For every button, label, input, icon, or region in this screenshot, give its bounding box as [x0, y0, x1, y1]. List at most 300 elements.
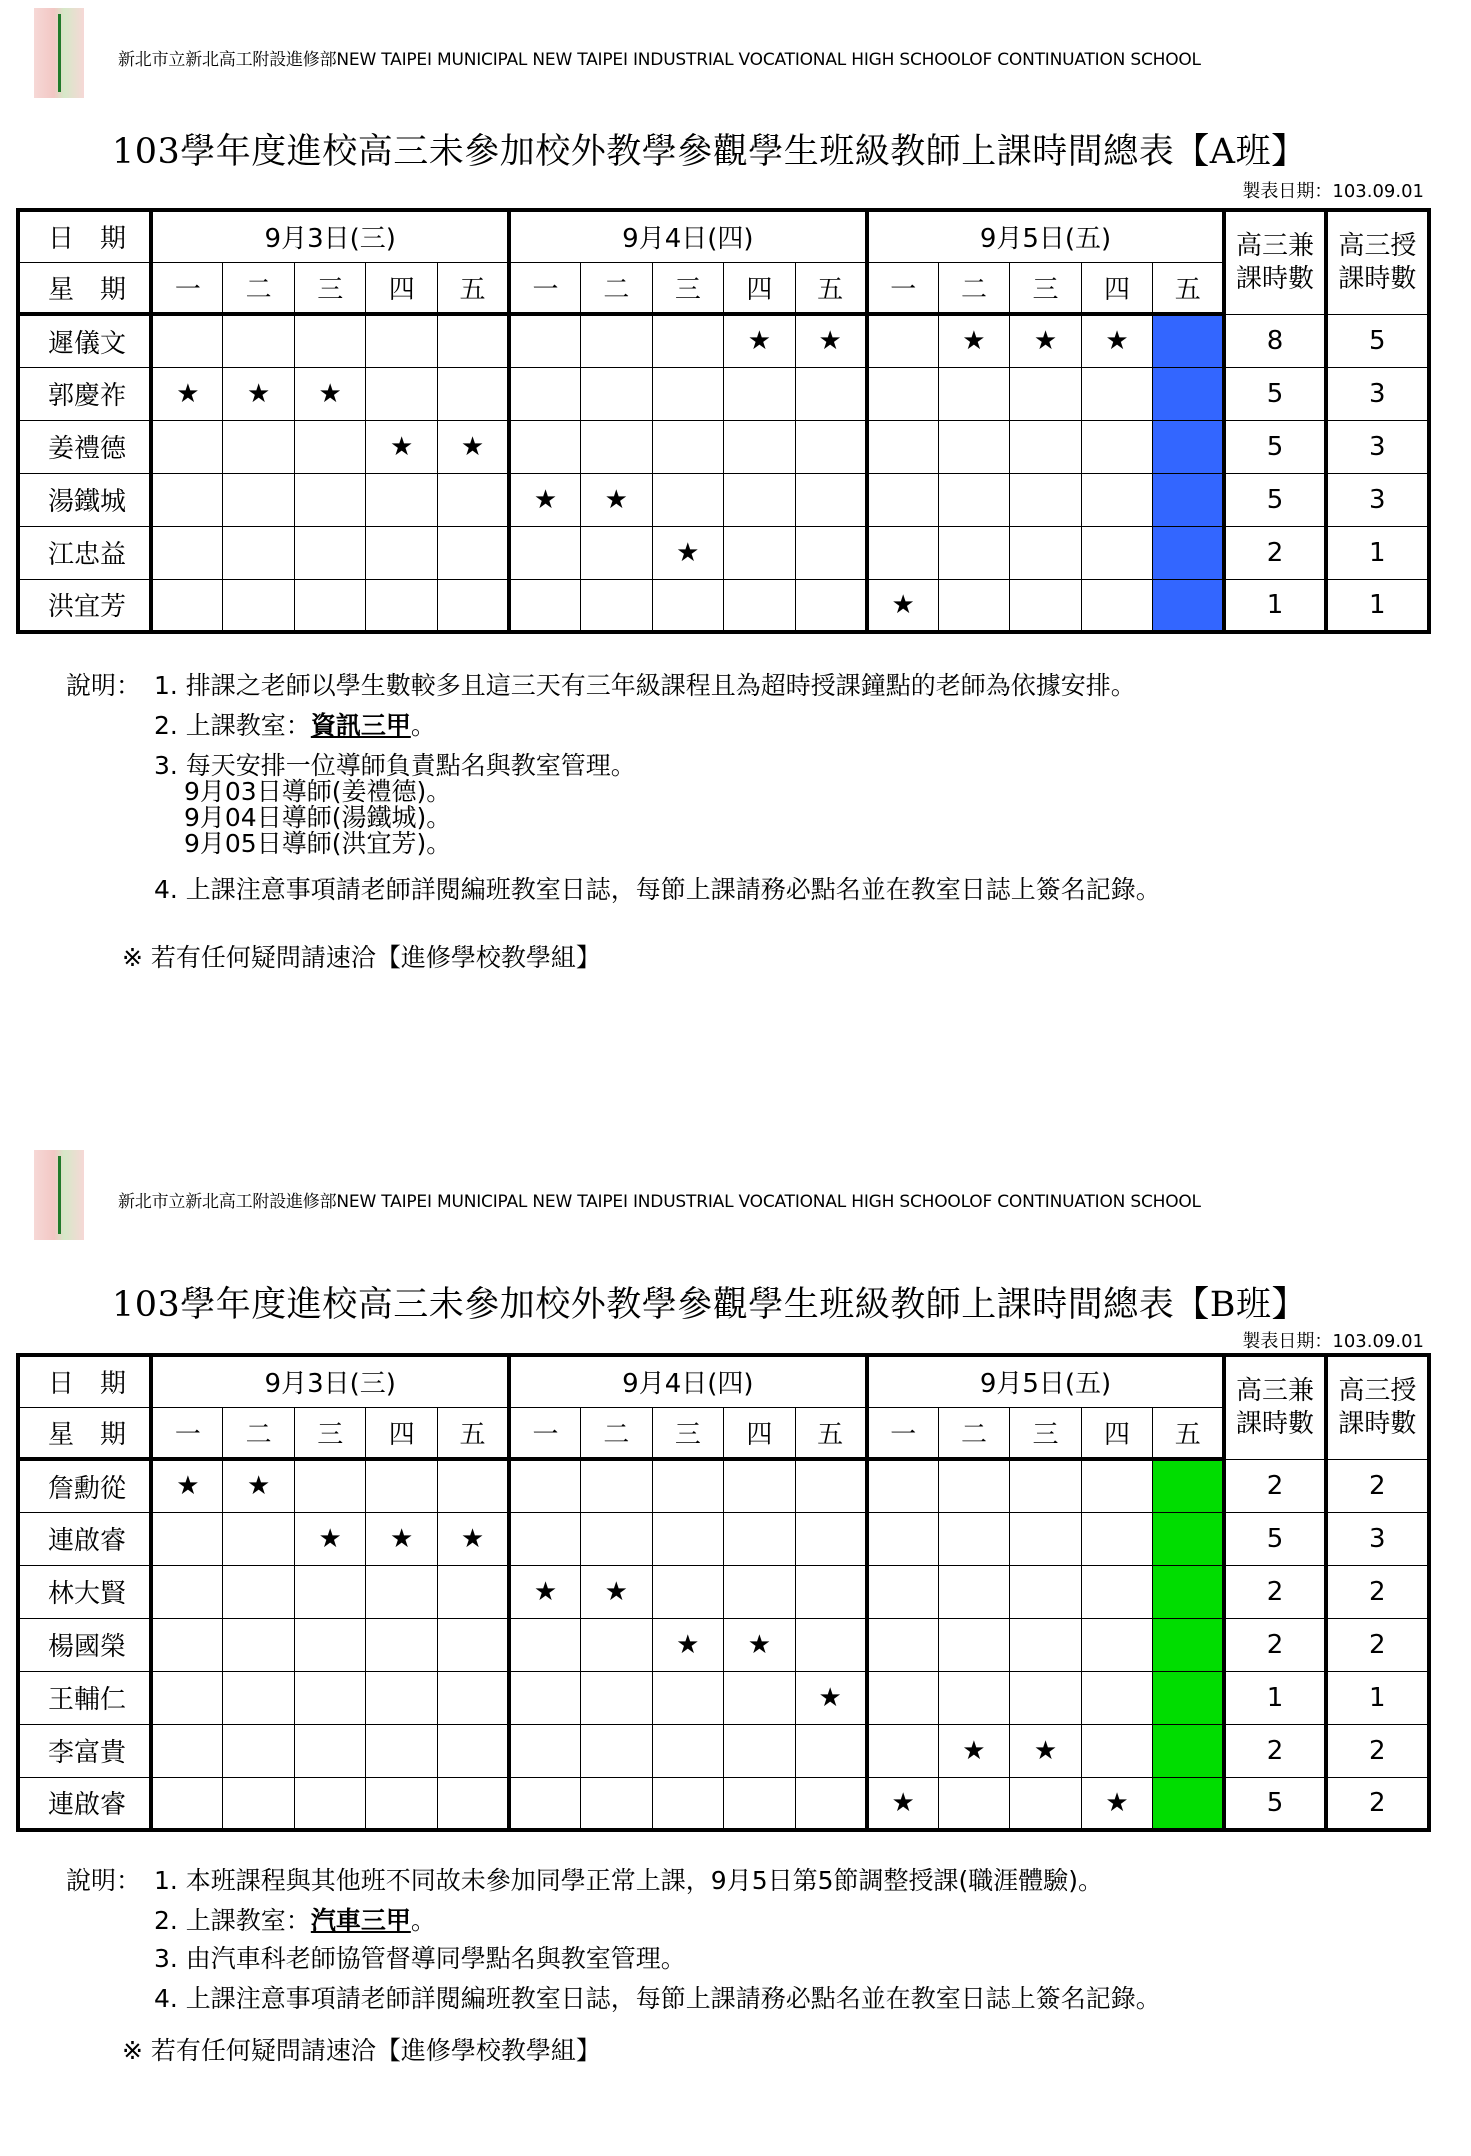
star-icon: ★	[1081, 1777, 1153, 1830]
slot-cell	[724, 1459, 796, 1512]
slot-cell	[294, 1618, 366, 1671]
slot-cell	[1153, 367, 1225, 420]
slot-cell	[1010, 1618, 1082, 1671]
teacher-name: 王輔仁	[18, 1671, 151, 1724]
slot-cell	[652, 1724, 724, 1777]
slot-cell	[938, 420, 1010, 473]
period-header: 一	[151, 1407, 223, 1459]
slot-cell	[724, 367, 796, 420]
day-header: 9月4日(四)	[509, 1355, 867, 1407]
slot-cell	[1010, 420, 1082, 473]
slot-cell	[294, 473, 366, 526]
slot-cell	[294, 526, 366, 579]
slot-cell	[294, 1724, 366, 1777]
teacher-name: 姜禮德	[18, 420, 151, 473]
slot-cell	[938, 1512, 1010, 1565]
slot-cell	[223, 1618, 295, 1671]
slot-cell	[724, 473, 796, 526]
period-header: 一	[867, 1407, 939, 1459]
slot-cell	[867, 1618, 939, 1671]
school-header: 新北市立新北高工附設進修部NEW TAIPEI MUNICIPAL NEW TAIPEI INDUSTRIAL VOCATIONAL HIGH SCHOOLOF CONTINUATION SCHOOL	[118, 1192, 1201, 1212]
slot-cell	[795, 1777, 867, 1830]
slot-cell	[724, 1777, 796, 1830]
slot-cell	[652, 1512, 724, 1565]
slot-cell	[867, 1512, 939, 1565]
slot-cell	[724, 579, 796, 632]
slot-cell	[1081, 1671, 1153, 1724]
star-icon: ★	[294, 367, 366, 420]
slot-cell	[652, 1459, 724, 1512]
slot-cell	[581, 1724, 653, 1777]
slot-cell	[938, 579, 1010, 632]
teaching-hours: 3	[1326, 1512, 1429, 1565]
part-time-hours: 2	[1224, 1618, 1325, 1671]
star-icon: ★	[724, 314, 796, 367]
part-time-hours: 1	[1224, 579, 1325, 632]
teaching-hours: 1	[1326, 1671, 1429, 1724]
slot-cell	[867, 314, 939, 367]
slot-cell	[509, 1512, 581, 1565]
star-icon: ★	[366, 1512, 438, 1565]
part-time-hours: 8	[1224, 314, 1325, 367]
slot-cell	[652, 1777, 724, 1830]
slot-cell	[223, 314, 295, 367]
slot-cell	[509, 1777, 581, 1830]
slot-cell	[509, 1724, 581, 1777]
note-text: 1. 排課之老師以學生數較多且這三天有三年級課程且為超時授課鐘點的老師為依據安排。	[154, 671, 1136, 700]
slot-cell	[437, 1565, 509, 1618]
teaching-hours: 2	[1326, 1459, 1429, 1512]
period-header: 二	[223, 262, 295, 314]
slot-cell	[795, 367, 867, 420]
date-label: 製表日期：	[1242, 181, 1333, 202]
slot-cell	[652, 1565, 724, 1618]
school-logo	[34, 8, 84, 98]
slot-cell	[867, 1671, 939, 1724]
teaching-hours: 2	[1326, 1724, 1429, 1777]
period-header: 三	[1010, 262, 1082, 314]
star-icon: ★	[1081, 314, 1153, 367]
part-time-hours: 2	[1224, 1459, 1325, 1512]
slot-cell	[724, 420, 796, 473]
slot-cell	[437, 579, 509, 632]
note-item	[154, 1983, 1161, 2015]
slot-cell	[366, 314, 438, 367]
slot-cell	[366, 367, 438, 420]
slot-cell	[151, 1671, 223, 1724]
part-time-hours: 2	[1224, 1724, 1325, 1777]
slot-cell	[1153, 314, 1225, 367]
teacher-row	[18, 1459, 1429, 1512]
slot-cell	[366, 473, 438, 526]
slot-cell	[938, 1671, 1010, 1724]
slot-cell	[581, 1618, 653, 1671]
teacher-row	[18, 1671, 1429, 1724]
slot-cell	[437, 1724, 509, 1777]
teaching-hours: 1	[1326, 526, 1429, 579]
period-header: 四	[724, 1407, 796, 1459]
slot-cell	[437, 1777, 509, 1830]
slot-cell	[366, 1459, 438, 1512]
header-line: 高三兼	[1235, 1375, 1314, 1406]
slot-cell	[1153, 420, 1225, 473]
slot-cell	[1153, 1777, 1225, 1830]
star-icon: ★	[652, 1618, 724, 1671]
teaching-hours: 1	[1326, 579, 1429, 632]
star-icon: ★	[437, 1512, 509, 1565]
period-header: 四	[366, 262, 438, 314]
schedule-table	[16, 208, 1431, 634]
slot-cell	[724, 1724, 796, 1777]
slot-cell	[509, 1671, 581, 1724]
teacher-name: 詹勳從	[18, 1459, 151, 1512]
period-header: 一	[867, 262, 939, 314]
slot-cell	[366, 526, 438, 579]
teacher-row	[18, 1777, 1429, 1830]
teaching-hours: 2	[1326, 1777, 1429, 1830]
slot-cell	[938, 1618, 1010, 1671]
slot-cell	[1081, 420, 1153, 473]
slot-cell	[151, 1618, 223, 1671]
weekday-row-label: 星 期	[18, 262, 151, 314]
slot-cell	[724, 1565, 796, 1618]
slot-cell	[294, 1671, 366, 1724]
slot-cell	[294, 420, 366, 473]
slot-cell	[223, 420, 295, 473]
period-header: 五	[1153, 262, 1225, 314]
slot-cell	[938, 526, 1010, 579]
teaching-hours: 3	[1326, 367, 1429, 420]
period-header: 一	[509, 262, 581, 314]
teaching-hours-header	[1326, 1355, 1429, 1459]
star-icon: ★	[795, 314, 867, 367]
slot-cell	[938, 1565, 1010, 1618]
slot-cell	[938, 1777, 1010, 1830]
slot-cell	[1010, 367, 1082, 420]
star-icon: ★	[223, 1459, 295, 1512]
period-header: 四	[1081, 262, 1153, 314]
slot-cell	[652, 420, 724, 473]
slot-cell	[1153, 526, 1225, 579]
slot-cell	[938, 367, 1010, 420]
slot-cell	[1010, 526, 1082, 579]
slot-cell	[223, 1671, 295, 1724]
period-header: 四	[1081, 1407, 1153, 1459]
star-icon: ★	[867, 579, 939, 632]
star-icon: ★	[223, 367, 295, 420]
note-suffix: 。	[410, 711, 436, 740]
notes-label: 說明：	[66, 671, 142, 700]
period-header: 五	[1153, 1407, 1225, 1459]
slot-cell	[151, 314, 223, 367]
slot-cell	[652, 367, 724, 420]
date-row	[18, 210, 1429, 262]
slot-cell	[437, 1671, 509, 1724]
slot-cell	[867, 473, 939, 526]
note-item	[154, 1865, 1103, 1897]
slot-cell	[509, 1459, 581, 1512]
page-title: 103學年度進校高三未參加校外教學參觀學生班級教師上課時間總表【A班】	[112, 132, 1307, 172]
slot-cell	[724, 1671, 796, 1724]
slot-cell	[581, 1777, 653, 1830]
day-header: 9月3日(三)	[151, 1355, 509, 1407]
period-header: 三	[652, 262, 724, 314]
period-header: 五	[437, 1407, 509, 1459]
teacher-name: 林大賢	[18, 1565, 151, 1618]
star-icon: ★	[509, 473, 581, 526]
slot-cell	[1010, 1459, 1082, 1512]
weekday-row	[18, 262, 1429, 314]
teaching-hours: 5	[1326, 314, 1429, 367]
teacher-row	[18, 579, 1429, 632]
teacher-row	[18, 1512, 1429, 1565]
slot-cell	[151, 1777, 223, 1830]
period-header: 四	[724, 262, 796, 314]
note-text: 9月03日導師(姜禮德)。	[184, 777, 452, 806]
part-time-hours: 5	[1224, 1777, 1325, 1830]
header-line: 課時數	[1235, 1408, 1314, 1439]
slot-cell	[724, 1512, 796, 1565]
slot-cell	[867, 420, 939, 473]
slot-cell	[1153, 1512, 1225, 1565]
teacher-name: 李富貴	[18, 1724, 151, 1777]
slot-cell	[1010, 1671, 1082, 1724]
part-time-hours: 5	[1224, 1512, 1325, 1565]
note-text: 4. 上課注意事項請老師詳閱編班教室日誌，每節上課請務必點名並在教室日誌上簽名記錄。	[154, 1984, 1161, 2013]
slot-cell	[581, 1512, 653, 1565]
header-line: 課時數	[1338, 1408, 1417, 1439]
slot-cell	[938, 473, 1010, 526]
slot-cell	[366, 1671, 438, 1724]
slot-cell	[509, 420, 581, 473]
period-header: 一	[151, 262, 223, 314]
slot-cell	[867, 1724, 939, 1777]
contact-note: ※ 若有任何疑問請速洽【進修學校教學組】	[122, 943, 601, 972]
slot-cell	[867, 526, 939, 579]
star-icon: ★	[724, 1618, 796, 1671]
slot-cell	[581, 526, 653, 579]
star-icon: ★	[151, 367, 223, 420]
star-icon: ★	[938, 314, 1010, 367]
period-header: 四	[366, 1407, 438, 1459]
slot-cell	[294, 1459, 366, 1512]
slot-cell	[223, 579, 295, 632]
page-title: 103學年度進校高三未參加校外教學參觀學生班級教師上課時間總表【B班】	[112, 1285, 1308, 1325]
slot-cell	[294, 1777, 366, 1830]
teacher-row	[18, 1565, 1429, 1618]
note-item	[154, 670, 1136, 702]
day-header: 9月4日(四)	[509, 210, 867, 262]
star-icon: ★	[1010, 1724, 1082, 1777]
note-item	[154, 874, 1161, 906]
teacher-name: 江忠益	[18, 526, 151, 579]
slot-cell	[437, 526, 509, 579]
star-icon: ★	[938, 1724, 1010, 1777]
teacher-name: 連啟睿	[18, 1777, 151, 1830]
teaching-hours: 3	[1326, 420, 1429, 473]
slot-cell	[437, 314, 509, 367]
slot-cell	[652, 314, 724, 367]
date-label: 製表日期：	[1242, 1331, 1333, 1352]
slot-cell	[151, 1512, 223, 1565]
period-header: 二	[581, 1407, 653, 1459]
header-line: 高三授	[1338, 1375, 1417, 1406]
slot-cell	[1010, 1512, 1082, 1565]
note-suffix: 。	[410, 1906, 436, 1935]
teacher-row	[18, 1724, 1429, 1777]
header-line: 高三授	[1338, 230, 1417, 261]
slot-cell	[652, 579, 724, 632]
date-row-label: 日 期	[18, 1355, 151, 1407]
period-header: 三	[1010, 1407, 1082, 1459]
slot-cell	[509, 579, 581, 632]
teacher-name: 郭慶祚	[18, 367, 151, 420]
slot-cell	[509, 314, 581, 367]
school-logo	[34, 1150, 84, 1240]
teacher-name: 湯鐵城	[18, 473, 151, 526]
slot-cell	[151, 1724, 223, 1777]
slot-cell	[294, 1565, 366, 1618]
slot-cell	[795, 1618, 867, 1671]
slot-cell	[867, 367, 939, 420]
slot-cell	[366, 1724, 438, 1777]
period-header: 三	[294, 1407, 366, 1459]
star-icon: ★	[151, 1459, 223, 1512]
slot-cell	[509, 367, 581, 420]
slot-cell	[223, 526, 295, 579]
star-icon: ★	[867, 1777, 939, 1830]
slot-cell	[795, 526, 867, 579]
part-time-hours-header	[1224, 210, 1325, 314]
slot-cell	[581, 579, 653, 632]
slot-cell	[1153, 1671, 1225, 1724]
date-row	[18, 1355, 1429, 1407]
teaching-hours-header	[1326, 210, 1429, 314]
slot-cell	[151, 1565, 223, 1618]
slot-cell	[1010, 1777, 1082, 1830]
period-header: 三	[294, 262, 366, 314]
slot-cell	[366, 579, 438, 632]
note-item	[184, 828, 451, 860]
day-header: 9月5日(五)	[867, 210, 1225, 262]
slot-cell	[1081, 1724, 1153, 1777]
star-icon: ★	[437, 420, 509, 473]
period-header: 五	[795, 262, 867, 314]
teacher-row	[18, 1618, 1429, 1671]
notes-label: 說明：	[66, 1866, 142, 1895]
slot-cell	[1081, 473, 1153, 526]
star-icon: ★	[1010, 314, 1082, 367]
classroom-name: 汽車三甲	[310, 1906, 411, 1935]
star-icon: ★	[581, 1565, 653, 1618]
slot-cell	[366, 1618, 438, 1671]
slot-cell	[581, 420, 653, 473]
teacher-row	[18, 526, 1429, 579]
day-header: 9月5日(五)	[867, 1355, 1225, 1407]
weekday-row-label: 星 期	[18, 1407, 151, 1459]
teacher-row	[18, 367, 1429, 420]
part-time-hours: 1	[1224, 1671, 1325, 1724]
slot-cell	[1010, 1565, 1082, 1618]
slot-cell	[366, 1777, 438, 1830]
star-icon: ★	[366, 420, 438, 473]
slot-cell	[223, 1724, 295, 1777]
slot-cell	[509, 526, 581, 579]
note-text: 2. 上課教室：	[154, 711, 311, 740]
period-header: 二	[581, 262, 653, 314]
slot-cell	[223, 1777, 295, 1830]
slot-cell	[1153, 1618, 1225, 1671]
part-time-hours: 5	[1224, 367, 1325, 420]
slot-cell	[1153, 1459, 1225, 1512]
slot-cell	[151, 526, 223, 579]
note-text: 4. 上課注意事項請老師詳閱編班教室日誌，每節上課請務必點名並在教室日誌上簽名記錄。	[154, 875, 1161, 904]
slot-cell	[1153, 579, 1225, 632]
note-text: 1. 本班課程與其他班不同故未參加同學正常上課，9月5日第5節調整授課(職涯體驗)。	[154, 1866, 1104, 1895]
slot-cell	[795, 420, 867, 473]
slot-cell	[1081, 367, 1153, 420]
part-time-hours: 5	[1224, 420, 1325, 473]
slot-cell	[1153, 1724, 1225, 1777]
slot-cell	[437, 1618, 509, 1671]
note-item	[154, 1943, 686, 1975]
slot-cell	[223, 1512, 295, 1565]
slot-cell	[223, 473, 295, 526]
part-time-hours-header	[1224, 1355, 1325, 1459]
slot-cell	[867, 1459, 939, 1512]
slot-cell	[795, 1459, 867, 1512]
school-header: 新北市立新北高工附設進修部NEW TAIPEI MUNICIPAL NEW TAIPEI INDUSTRIAL VOCATIONAL HIGH SCHOOLOF CONTINUATION SCHOOL	[118, 50, 1201, 70]
header-line: 高三兼	[1235, 230, 1314, 261]
slot-cell	[652, 1671, 724, 1724]
slot-cell	[1081, 1565, 1153, 1618]
slot-cell	[581, 1671, 653, 1724]
slot-cell	[795, 1512, 867, 1565]
teacher-name: 楊國榮	[18, 1618, 151, 1671]
period-header: 二	[938, 1407, 1010, 1459]
contact-note: ※ 若有任何疑問請速洽【進修學校教學組】	[122, 2036, 601, 2065]
slot-cell	[1081, 1459, 1153, 1512]
part-time-hours: 2	[1224, 526, 1325, 579]
slot-cell	[1010, 579, 1082, 632]
slot-cell	[652, 473, 724, 526]
slot-cell	[581, 367, 653, 420]
part-time-hours: 2	[1224, 1565, 1325, 1618]
slot-cell	[795, 579, 867, 632]
note-text: 3. 由汽車科老師協管督導同學點名與教室管理。	[154, 1944, 686, 1973]
teaching-hours: 3	[1326, 473, 1429, 526]
slot-cell	[1081, 1512, 1153, 1565]
date-line	[1242, 177, 1424, 203]
note-item	[154, 710, 436, 742]
schedule-table	[16, 1353, 1431, 1832]
period-header: 一	[509, 1407, 581, 1459]
period-header: 三	[652, 1407, 724, 1459]
slot-cell	[151, 420, 223, 473]
teacher-name: 連啟睿	[18, 1512, 151, 1565]
teaching-hours: 2	[1326, 1565, 1429, 1618]
slot-cell	[294, 314, 366, 367]
star-icon: ★	[509, 1565, 581, 1618]
slot-cell	[151, 473, 223, 526]
slot-cell	[795, 1724, 867, 1777]
note-text: 9月05日導師(洪宜芳)。	[184, 829, 452, 858]
slot-cell	[938, 1459, 1010, 1512]
star-icon: ★	[795, 1671, 867, 1724]
teacher-row	[18, 420, 1429, 473]
header-line: 課時數	[1235, 263, 1314, 294]
teaching-hours: 2	[1326, 1618, 1429, 1671]
